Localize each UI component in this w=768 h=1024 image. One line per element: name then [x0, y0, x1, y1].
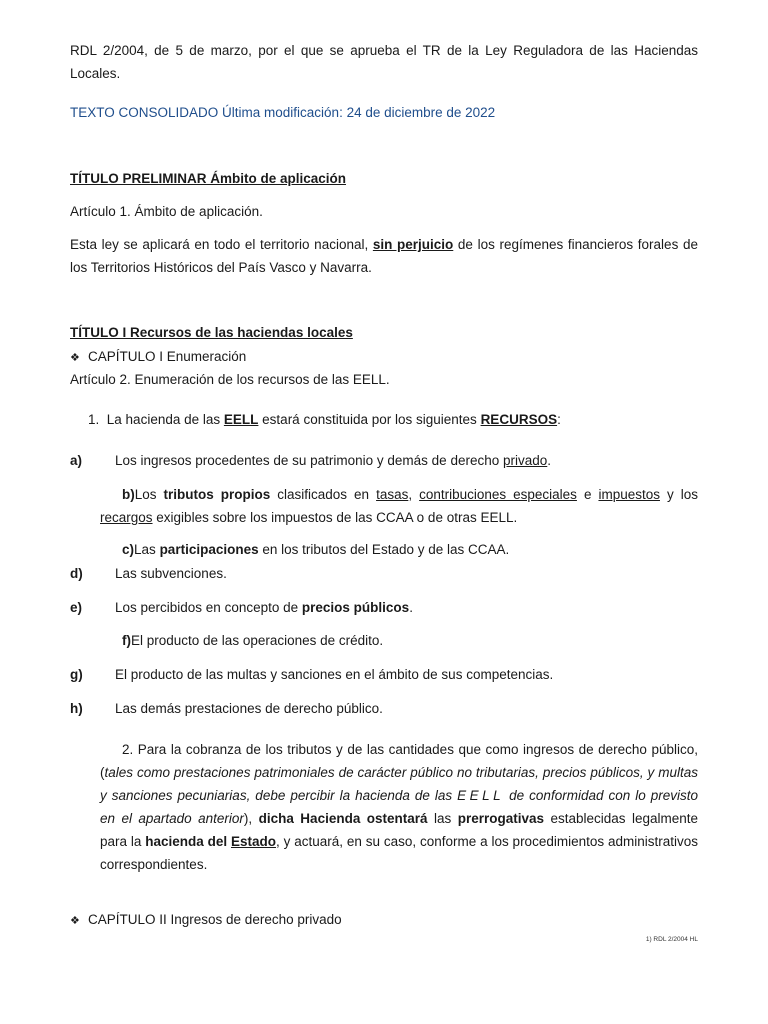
list-item-c: c)Las participaciones en los tributos del Estado y de las CCAA. — [122, 542, 510, 557]
list-text: Las demás prestaciones de derecho público. — [115, 701, 383, 716]
articulo-1-title: Artículo 1. Ámbito de aplicación. — [70, 204, 263, 219]
list-item-b: b)Los tributos propios clasificados en tasas, contribuciones especiales e impuestos y los recargos exigibles sobre los impuestos de las CCAA o de otras EELL. — [100, 487, 698, 525]
diamond-bullet-icon: ❖ — [70, 915, 80, 927]
list-text: Los ingresos procedentes de su patrimonio y demás de derecho privado. — [115, 453, 552, 468]
capitulo-ii-heading: ❖ CAPÍTULO II Ingresos de derecho privado — [70, 908, 698, 933]
list-text: Las subvenciones. — [115, 566, 227, 581]
list-label: a) — [70, 453, 83, 468]
list-text: Los percibidos en concepto de precios públicos. — [115, 600, 413, 615]
diamond-bullet-icon: ❖ — [70, 352, 80, 364]
list-label: d) — [70, 566, 83, 581]
titulo-preliminar-heading: TÍTULO PRELIMINAR Ámbito de aplicación — [70, 171, 347, 186]
list-label: g) — [70, 667, 83, 682]
consolidated-text-note: TEXTO CONSOLIDADO Última modificación: 24 de diciembre de 2022 — [70, 105, 496, 120]
capitulo-i-heading: ❖ CAPÍTULO I Enumeración — [70, 345, 698, 370]
item-2: 2. Para la cobranza de los tributos y de las cantidades que como ingresos de derecho público, (tales como prestaciones patrimoniales de carácter público no tributarias, precios públicos, y multas y sanciones pecuniarias, debe percibir la hacienda de las EELL de conformidad con lo previsto en el apartado anterior), dicha Hacienda ostentará las prerrogativas establecidas legalmente para la hacienda del Estado, y actuará, en su caso, conforme a los procedimientos administrativos correspondientes. — [100, 742, 698, 872]
articulo-2-title: Artículo 2. Enumeración de los recursos de las EELL. — [70, 372, 390, 387]
titulo-i-heading: TÍTULO I Recursos de las haciendas locales — [70, 325, 353, 340]
document-title: RDL 2/2004, de 5 de marzo, por el que se aprueba el TR de la Ley Reguladora de las Haciendas Locales. — [70, 43, 698, 81]
item-1: 1. La hacienda de las EELL estará constituida por los siguientes RECURSOS: — [88, 412, 561, 427]
list-text: El producto de las multas y sanciones en el ámbito de sus competencias. — [115, 667, 554, 682]
page-footer: 1) RDL 2/2004 HL — [645, 936, 698, 943]
articulo-1-text: Esta ley se aplicará en todo el territorio nacional, sin perjuicio de los regímenes financieros forales de los Territorios Históricos del País Vasco y Navarra. — [70, 237, 698, 275]
list-label: e) — [70, 600, 83, 615]
list-item-f: f)El producto de las operaciones de crédito. — [122, 633, 384, 648]
list-label: h) — [70, 701, 83, 716]
